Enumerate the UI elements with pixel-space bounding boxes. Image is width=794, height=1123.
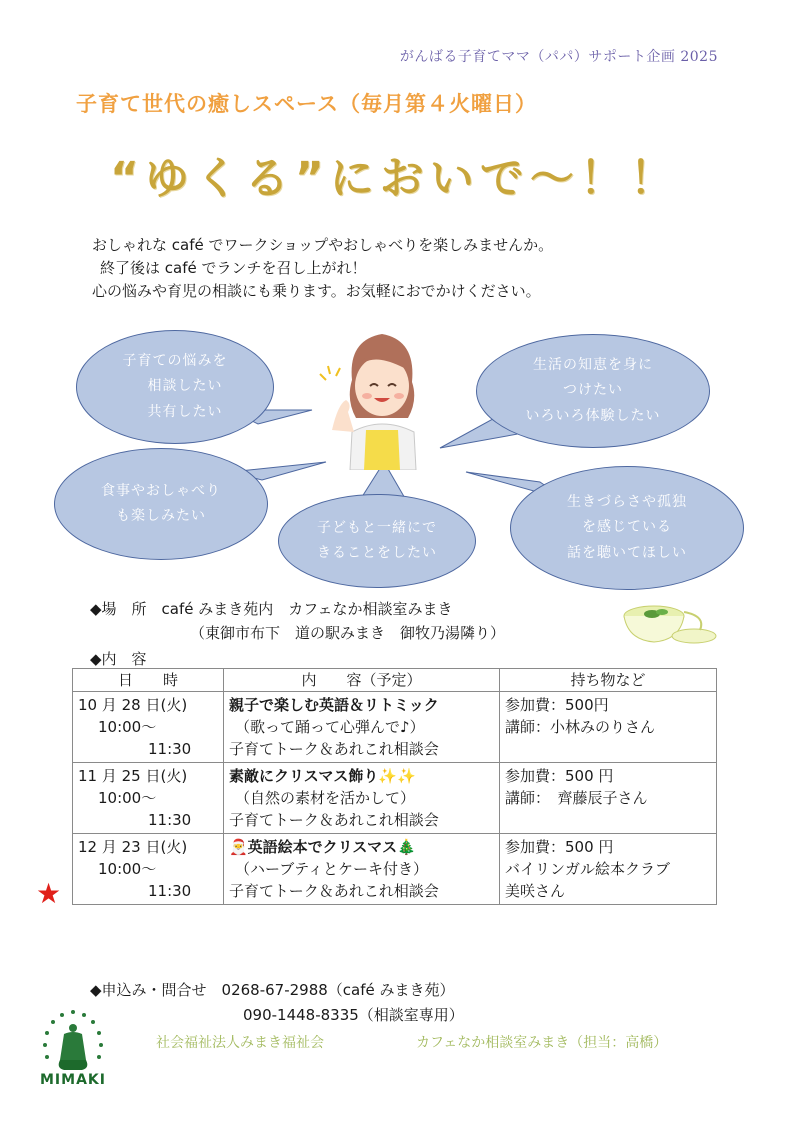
- event-lecturer: 講師：小林みのりさん: [505, 718, 656, 736]
- intro-line-1: おしゃれな café でワークショップやおしゃべりを楽しみませんか。: [92, 236, 554, 254]
- bubble-line: 子どもと一緒にで: [317, 519, 437, 536]
- event-extra: 美咲さん: [505, 882, 566, 900]
- event-time-start: 10:00～: [98, 860, 157, 878]
- bubble-line: 話を聴いてほしい: [567, 544, 687, 561]
- event-subtitle: （歌って踊って心弾んで♪）: [235, 718, 425, 736]
- event-title: 親子で楽しむ英語＆リトミック: [229, 696, 439, 714]
- bubble-line: を感じている: [582, 519, 672, 536]
- event-time-end: 11:30: [148, 811, 192, 829]
- bubble-line: 相談したい: [147, 378, 223, 395]
- items-cell: [500, 692, 717, 763]
- tea-cup-illustration: [614, 590, 724, 650]
- column-header-items: 持ち物など: [500, 669, 717, 692]
- bubble-line: いろいろ体験したい: [525, 407, 661, 424]
- content-label: ◆内 容: [90, 650, 147, 668]
- event-talk: 子育てトーク＆あれこれ相談会: [229, 740, 439, 758]
- place-detail: （東御市布下 道の駅みまき 御牧乃湯隣り）: [190, 624, 506, 642]
- page-title: “ゆくる”においで～！！: [110, 153, 680, 204]
- event-date: 10 月 28 日(火): [78, 696, 188, 714]
- items-cell: [500, 763, 717, 834]
- speech-bubble-loneliness: [510, 466, 744, 590]
- speech-bubble-children: [278, 494, 476, 588]
- event-lecturer: バイリンガル絵本クラブ: [505, 860, 671, 878]
- event-title: 🎅英語絵本でクリスマス🎄: [229, 838, 416, 856]
- logo-text: MIMAKI: [40, 1072, 106, 1088]
- event-talk: 子育てトーク＆あれこれ相談会: [229, 811, 439, 829]
- bubble-line: 生活の知恵を身に: [533, 357, 653, 374]
- content-cell: [224, 692, 500, 763]
- event-time-end: 11:30: [148, 740, 192, 758]
- bubble-line: 生きづらさや孤独: [567, 494, 687, 511]
- speech-bubble-worries: [76, 330, 274, 444]
- event-lecturer: 講師： 齊藤辰子さん: [505, 789, 648, 807]
- subtitle: 子育て世代の癒しスペース（毎月第４火曜日）: [76, 92, 537, 116]
- speech-bubble-wisdom: [476, 334, 710, 448]
- column-header-datetime: 日 時: [73, 669, 224, 692]
- series-title: がんばる子育てママ（パパ）サポート企画 2025: [399, 49, 718, 65]
- intro-line-3: 心の悩みや育児の相談にも乗ります。お気軽におでかけください。: [92, 282, 541, 300]
- table-header-row: [73, 669, 717, 692]
- bubble-line: つけたい: [563, 382, 623, 399]
- event-talk: 子育てトーク＆あれこれ相談会: [229, 882, 439, 900]
- event-date: 11 月 25 日(火): [78, 767, 188, 785]
- bubble-line: も楽しみたい: [116, 508, 206, 524]
- office-name: カフェなか相談室みまき（担当：高橋）: [416, 1035, 668, 1051]
- event-time-end: 11:30: [148, 882, 192, 900]
- woman-illustration: [312, 320, 452, 470]
- table-row: [73, 763, 717, 834]
- date-cell: [73, 692, 224, 763]
- organization-name: 社会福祉法人みまき福祉会: [156, 1035, 324, 1051]
- contact-line-2: 090-1448-8335（相談室専用）: [243, 1006, 464, 1024]
- contact-line-1: ◆申込み・問合せ 0268-67-2988（café みまき苑）: [90, 981, 455, 999]
- column-header-content: 内 容（予定）: [224, 669, 500, 692]
- bubble-line: 食事やおしゃべり: [101, 482, 221, 499]
- schedule-table: [72, 668, 717, 905]
- event-time-start: 10:00～: [98, 718, 157, 736]
- speech-bubble-meals: [54, 448, 268, 560]
- event-subtitle: （自然の素材を活かして）: [235, 789, 416, 807]
- event-title: 素敵にクリスマス飾り✨✨: [229, 767, 416, 785]
- table-row: [73, 834, 717, 905]
- event-fee: 参加費：500 円: [505, 767, 614, 785]
- bubble-line: きることをしたい: [317, 545, 437, 561]
- bubble-line: 共有したい: [147, 403, 223, 420]
- event-date: 12 月 23 日(火): [78, 838, 188, 856]
- date-cell: [73, 763, 224, 834]
- table-row: [73, 692, 717, 763]
- event-fee: 参加費：500円: [505, 696, 609, 714]
- event-time-start: 10:00～: [98, 789, 157, 807]
- star-icon: ★: [36, 877, 62, 910]
- intro-line-2: 終了後は café でランチを召し上がれ！: [100, 259, 367, 277]
- event-fee: 参加費：500 円: [505, 838, 614, 856]
- place-label: ◆場 所 café みまき苑内 カフェなか相談室みまき: [90, 600, 453, 618]
- event-subtitle: （ハーブティとケーキ付き）: [235, 860, 429, 878]
- content-cell: [224, 763, 500, 834]
- date-cell: [73, 834, 224, 905]
- items-cell: [500, 834, 717, 905]
- bubble-line: 子育ての悩みを: [122, 353, 228, 370]
- content-cell: [224, 834, 500, 905]
